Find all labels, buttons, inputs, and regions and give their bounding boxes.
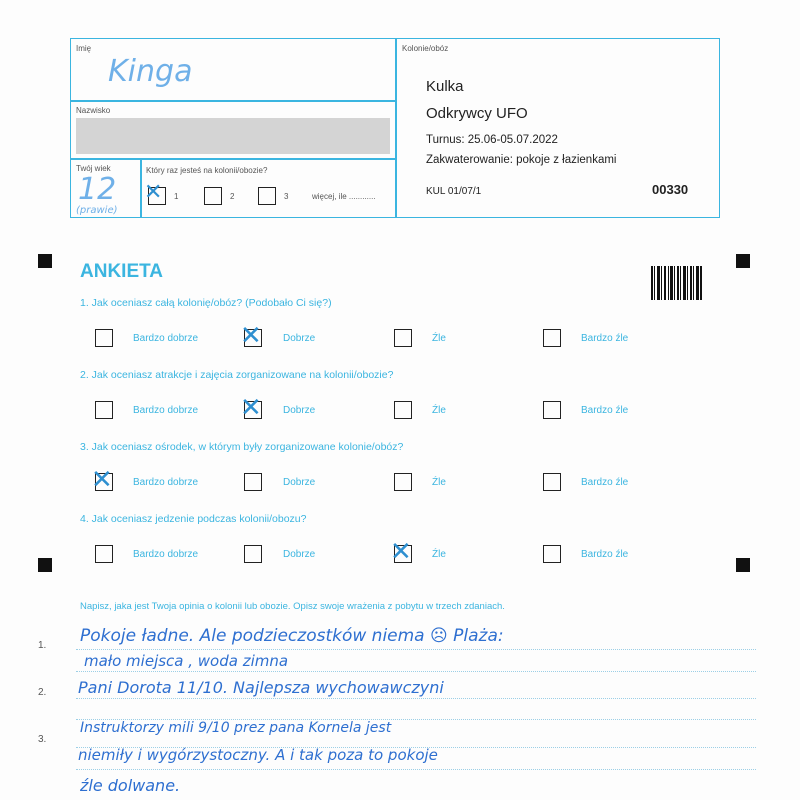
q3-option-label: Źle: [432, 477, 446, 488]
visit-more: więcej, ile ............: [312, 192, 376, 201]
barcode-icon: [651, 266, 703, 300]
q4-option-label: Bardzo źle: [581, 549, 629, 560]
q1-checkbox-bardzo-dobrze[interactable]: [95, 329, 113, 347]
q3-check-mark: ✕: [91, 465, 113, 495]
answer-line: [76, 670, 756, 672]
question-4: 4. Jak oceniasz jedzenie podczas kolonii/obozu?: [80, 513, 307, 525]
q2-checkbox-bardzo-dobrze[interactable]: [95, 401, 113, 419]
q3-checkbox-bardzo-zle[interactable]: [543, 473, 561, 491]
registration-mark: [38, 254, 52, 268]
q3-checkbox-zle[interactable]: [394, 473, 412, 491]
q4-checkbox-dobrze[interactable]: [244, 545, 262, 563]
q4-option-label: Źle: [432, 549, 446, 560]
kolonia-subtitle: Odkrywcy UFO: [426, 105, 528, 122]
q4-checkbox-bardzo-dobrze[interactable]: [95, 545, 113, 563]
kolonia-name: Kulka: [426, 78, 464, 95]
imie-value[interactable]: Kinga: [108, 54, 193, 89]
q2-checkbox-zle[interactable]: [394, 401, 412, 419]
q1-option-label: Bardzo źle: [581, 333, 629, 344]
visit-option-1: 1: [174, 192, 179, 201]
handwritten-line[interactable]: Pokoje ładne. Ale podzieczostków niema ☹ Plaża:: [80, 626, 504, 646]
visit-checkbox-3[interactable]: [258, 187, 276, 205]
header-divider-age: [140, 158, 142, 218]
q2-option-label: Dobrze: [283, 405, 316, 416]
header-divider-1: [70, 100, 396, 102]
answer-line: [76, 648, 756, 650]
question-1: 1. Jak oceniasz całą kolonię/obóz? (Podobało Ci się?): [80, 297, 332, 309]
q1-option-label: Źle: [432, 333, 446, 344]
imie-label: Imię: [76, 44, 92, 53]
q1-checkbox-bardzo-zle[interactable]: [543, 329, 561, 347]
registration-mark: [736, 254, 750, 268]
opinion-prompt: Napisz, jaka jest Twoja opinia o kolonii lub obozie. Opisz swoje wrażenia z pobytu w trzech zdaniach.: [80, 601, 505, 612]
header-divider-2: [70, 158, 396, 160]
q2-checkbox-bardzo-zle[interactable]: [543, 401, 561, 419]
q1-checkbox-zle[interactable]: [394, 329, 412, 347]
q4-checkbox-bardzo-zle[interactable]: [543, 545, 561, 563]
q3-option-label: Dobrze: [283, 477, 316, 488]
registration-mark: [38, 558, 52, 572]
visit-option-2: 2: [230, 192, 235, 201]
header-divider-vertical: [395, 38, 397, 218]
handwritten-line[interactable]: Instruktorzy mili 9/10 prez pana Kornela jest: [80, 720, 392, 736]
q1-option-label: Bardzo dobrze: [133, 333, 199, 344]
line-number: 3.: [38, 734, 47, 745]
handwritten-line[interactable]: Pani Dorota 11/10. Najlepsza wychowawczyni: [78, 678, 444, 697]
kolonia-label: Kolonie/obóz: [402, 44, 449, 53]
answer-line: [76, 768, 756, 770]
q2-option-label: Bardzo źle: [581, 405, 629, 416]
handwritten-line[interactable]: źle dolwane.: [80, 776, 181, 795]
line-number: 2.: [38, 687, 47, 698]
wiek-note: (prawie): [76, 205, 118, 216]
survey-title: ANKIETA: [80, 261, 164, 282]
ktory-raz-label: Który raz jesteś na kolonii/obozie?: [146, 166, 268, 175]
nazwisko-label: Nazwisko: [76, 106, 111, 115]
q2-option-label: Bardzo dobrze: [133, 405, 199, 416]
visit-check-mark: ✕: [144, 180, 163, 205]
answer-line: [76, 697, 756, 699]
form-number: 00330: [652, 182, 689, 197]
q4-option-label: Dobrze: [283, 549, 316, 560]
q4-option-label: Bardzo dobrze: [133, 549, 199, 560]
visit-checkbox-2[interactable]: [204, 187, 222, 205]
question-2: 2. Jak oceniasz atrakcje i zajęcia zorganizowane na kolonii/obozie?: [80, 369, 394, 381]
zakwaterowanie: Zakwaterowanie: pokoje z łazienkami: [426, 154, 617, 166]
q2-option-label: Źle: [432, 405, 446, 416]
handwritten-line[interactable]: niemiły i wygórzystoczny. A i tak poza to pokoje: [78, 746, 438, 764]
redacted-surname: [76, 118, 390, 154]
wiek-value[interactable]: 12: [78, 172, 117, 207]
q3-checkbox-dobrze[interactable]: [244, 473, 262, 491]
q1-option-label: Dobrze: [283, 333, 316, 344]
q2-check-mark: ✕: [240, 393, 262, 423]
turnus: Turnus: 25.06-05.07.2022: [426, 134, 558, 146]
question-3: 3. Jak oceniasz ośrodek, w którym były zorganizowane kolonie/obóz?: [80, 441, 404, 453]
handwritten-line[interactable]: mało miejsca , woda zimna: [84, 652, 289, 670]
q1-check-mark: ✕: [240, 321, 262, 351]
registration-mark: [736, 558, 750, 572]
q3-option-label: Bardzo dobrze: [133, 477, 199, 488]
code: KUL 01/07/1: [426, 186, 482, 197]
q4-check-mark: ✕: [390, 537, 412, 567]
wiek-label: Twój wiek: [76, 164, 111, 173]
visit-option-3: 3: [284, 192, 289, 201]
line-number: 1.: [38, 640, 47, 651]
q3-option-label: Bardzo źle: [581, 477, 629, 488]
